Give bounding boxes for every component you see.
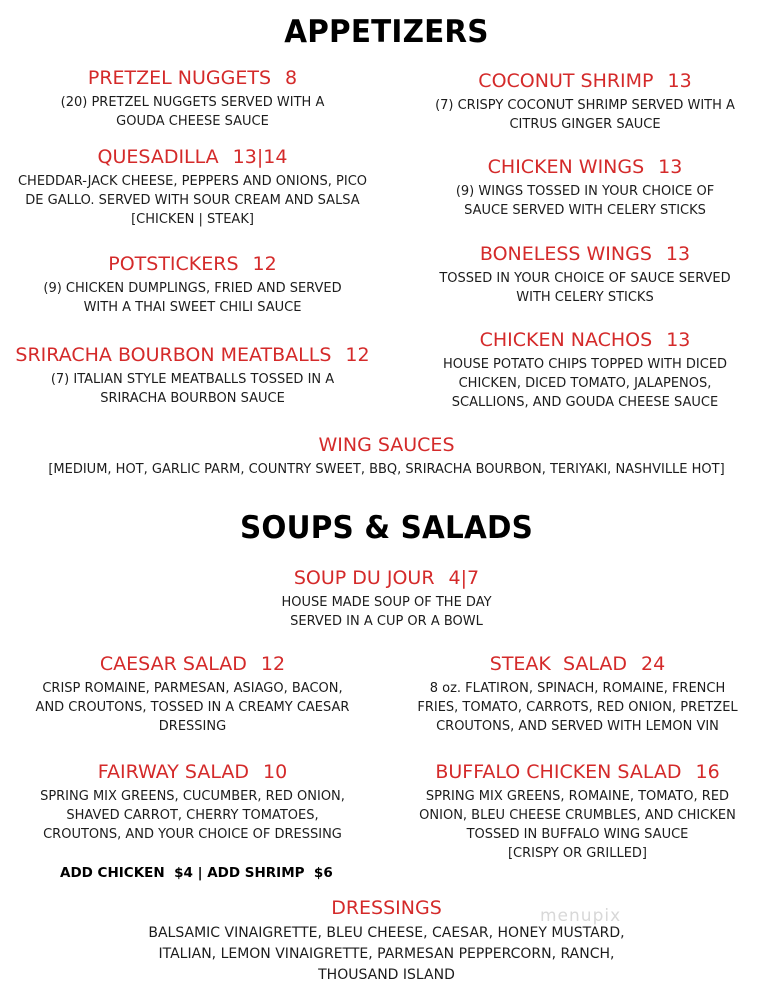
item-price: 24 bbox=[641, 653, 666, 675]
menu-item-quesadilla bbox=[0, 145, 385, 229]
soups-salads-heading: SOUPS & SALADS bbox=[239, 510, 534, 546]
item-description: TOSSED IN YOUR CHOICE OF SAUCE SERVED WITH CELERY STICKS bbox=[439, 271, 731, 305]
item-price: 16 bbox=[695, 761, 720, 783]
item-price: 8 bbox=[285, 67, 298, 89]
menu-item-potstickers bbox=[0, 252, 385, 317]
menu-item-chicken-wings bbox=[390, 155, 773, 220]
item-price: 13 bbox=[666, 329, 691, 351]
item-name: SRIRACHA BOURBON MEATBALLS bbox=[15, 344, 332, 366]
item-price: 12 bbox=[252, 253, 277, 275]
item-description: (7) ITALIAN STYLE MEATBALLS TOSSED IN A SRIRACHA BOURBON SAUCE bbox=[50, 372, 335, 406]
item-name: PRETZEL NUGGETS bbox=[87, 67, 272, 89]
item-price: 12 bbox=[345, 344, 370, 366]
menupix-watermark: menupix bbox=[540, 906, 622, 926]
item-description: (9) WINGS TOSSED IN YOUR CHOICE OF SAUCE SERVED WITH CELERY STICKS bbox=[455, 184, 715, 218]
item-description: CRISP ROMAINE, PARMESAN, ASIAGO, BACON, AND CROUTONS, TOSSED IN A CREAMY CAESAR DRESSING bbox=[35, 681, 350, 734]
menu-item-fairway-salad bbox=[0, 760, 385, 844]
appetizers-heading: APPETIZERS bbox=[284, 14, 489, 50]
item-name: BUFFALO CHICKEN SALAD bbox=[435, 761, 682, 783]
item-price: 13 bbox=[665, 243, 691, 265]
item-description: 8 oz. FLATIRON, SPINACH, ROMAINE, FRENCH FRIES, TOMATO, CARROTS, RED ONION, PRETZEL CROUTONS, AND SERVED WITH LEMON VIN bbox=[417, 681, 738, 734]
wing-sauces-title: WING SAUCES bbox=[318, 434, 455, 456]
item-price: 13 bbox=[667, 70, 692, 92]
menu-item-caesar-salad bbox=[0, 652, 385, 736]
add-protein-note: ADD CHICKEN $4 | ADD SHRIMP $6 bbox=[60, 865, 333, 881]
item-description: SPRING MIX GREENS, CUCUMBER, RED ONION, SHAVED CARROT, CHERRY TOMATOES, CROUTONS, AND YOUR CHOICE OF DRESSING bbox=[40, 789, 345, 842]
item-name: CHICKEN WINGS bbox=[487, 156, 645, 178]
item-name: BONELESS WINGS bbox=[479, 243, 652, 265]
item-description: (7) CRISPY COCONUT SHRIMP SERVED WITH A CITRUS GINGER SAUCE bbox=[435, 98, 735, 132]
dressings bbox=[0, 896, 773, 986]
item-price: 13|14 bbox=[232, 146, 288, 168]
item-price: 4|7 bbox=[448, 567, 480, 589]
item-description: CHEDDAR-JACK CHEESE, PEPPERS AND ONIONS, PICO DE GALLO. SERVED WITH SOUR CREAM AND SALSA [CHICKEN | STEAK] bbox=[17, 174, 368, 227]
item-name: STEAK SALAD bbox=[489, 653, 628, 675]
item-name: QUESADILLA bbox=[97, 146, 219, 168]
item-price: 13 bbox=[658, 156, 683, 178]
item-name: CHICKEN NACHOS bbox=[479, 329, 653, 351]
menu-item-boneless-wings bbox=[390, 242, 773, 307]
item-price: 10 bbox=[263, 761, 288, 783]
menu-item-buffalo-chicken-salad bbox=[385, 760, 770, 863]
menu-item-sriracha-meatballs bbox=[0, 343, 385, 408]
item-price: 12 bbox=[260, 653, 286, 675]
menu-item-pretzel-nuggets bbox=[0, 66, 385, 131]
item-description: (20) PRETZEL NUGGETS SERVED WITH A GOUDA CHEESE SAUCE bbox=[60, 95, 325, 129]
dressings-title: DRESSINGS bbox=[331, 897, 442, 919]
wing-sauces-list: [MEDIUM, HOT, GARLIC PARM, COUNTRY SWEET, BBQ, SRIRACHA BOURBON, TERIYAKI, NASHVILLE HOT] bbox=[48, 462, 725, 477]
item-description: (9) CHICKEN DUMPLINGS, FRIED AND SERVED WITH A THAI SWEET CHILI SAUCE bbox=[43, 281, 342, 315]
item-description: HOUSE POTATO CHIPS TOPPED WITH DICED CHICKEN, DICED TOMATO, JALAPENOS, SCALLIONS, AND GOUDA CHEESE SAUCE bbox=[442, 357, 728, 410]
menu-item-chicken-nachos bbox=[390, 328, 773, 412]
menu-item-soup-du-jour bbox=[0, 566, 773, 631]
wing-sauces bbox=[0, 433, 773, 479]
item-description: SPRING MIX GREENS, ROMAINE, TOMATO, RED ONION, BLEU CHEESE CRUMBLES, AND CHICKEN TOSSED IN BUFFALO WING SAUCE [CRISPY OR GRILLED] bbox=[419, 789, 736, 861]
item-name: SOUP DU JOUR bbox=[293, 567, 435, 589]
item-name: CAESAR SALAD bbox=[99, 653, 247, 675]
menu-item-steak-salad bbox=[385, 652, 770, 736]
item-description: HOUSE MADE SOUP OF THE DAY SERVED IN A CUP OR A BOWL bbox=[281, 595, 492, 629]
dressings-list: BALSAMIC VINAIGRETTE, BLEU CHEESE, CAESAR, HONEY MUSTARD, ITALIAN, LEMON VINAIGRETTE, PARMESAN PEPPERCORN, RANCH, THOUSAND ISLAND bbox=[148, 925, 625, 983]
item-name: POTSTICKERS bbox=[108, 253, 239, 275]
item-name: COCONUT SHRIMP bbox=[478, 70, 654, 92]
menu-item-coconut-shrimp bbox=[390, 69, 773, 134]
item-name: FAIRWAY SALAD bbox=[97, 761, 249, 783]
